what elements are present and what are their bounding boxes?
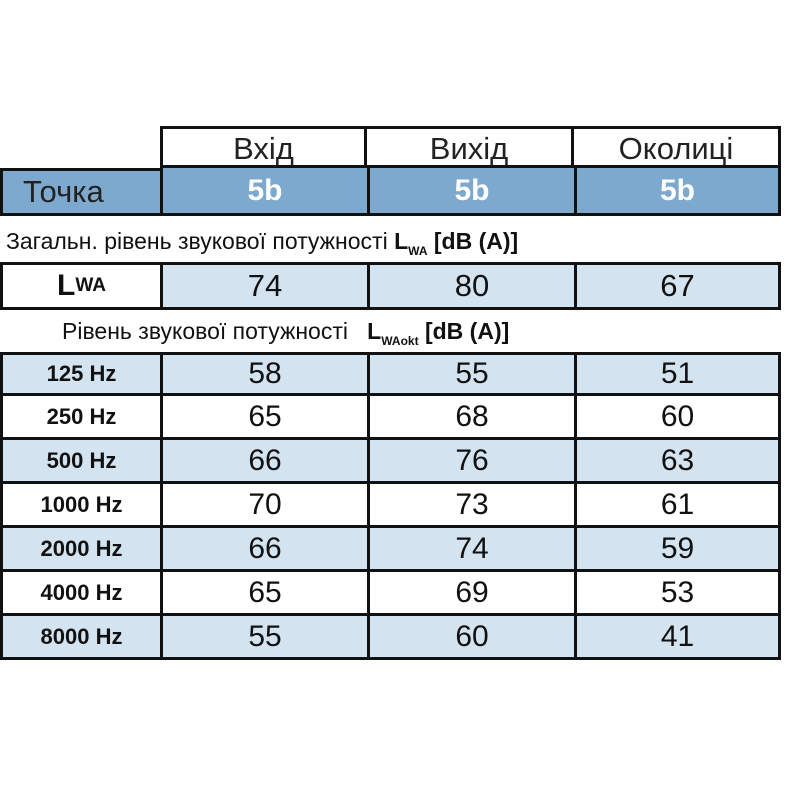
octave-band-frequency: 2000 Hz (0, 528, 160, 572)
overall-level-title (6, 228, 518, 258)
point-value-outlet: 5b (367, 168, 574, 216)
octave-symbol: L (367, 318, 382, 344)
overall-value-outlet: 80 (367, 262, 574, 310)
octave-band-frequency: 8000 Hz (0, 616, 160, 660)
overall-row-label (0, 262, 160, 310)
octave-value-outlet: 55 (367, 352, 574, 396)
column-header-outlet: Вихід (367, 126, 574, 168)
octave-value-surroundings: 59 (574, 528, 781, 572)
column-header-surroundings: Околиці (574, 126, 781, 168)
overall-value-surroundings: 67 (574, 262, 781, 310)
octave-band-row (0, 572, 785, 616)
overall-row-label-main: L (57, 269, 76, 302)
octave-level-title (62, 318, 509, 348)
octave-value-surroundings: 53 (574, 572, 781, 616)
octave-value-inlet: 66 (160, 440, 367, 484)
octave-symbol-sub: WAokt (381, 334, 419, 348)
octave-band-row (0, 528, 785, 572)
octave-band-frequency: 250 Hz (0, 396, 160, 440)
column-header-row (0, 126, 785, 168)
overall-symbol-sub: WA (408, 244, 428, 258)
octave-band-row (0, 352, 785, 396)
octave-band-row (0, 484, 785, 528)
octave-value-surroundings: 41 (574, 616, 781, 660)
octave-value-inlet: 58 (160, 352, 367, 396)
octave-value-inlet: 65 (160, 572, 367, 616)
octave-value-outlet: 73 (367, 484, 574, 528)
point-label: Точка (0, 168, 160, 216)
overall-unit: [dB (A)] (427, 228, 519, 254)
octave-band-row (0, 396, 785, 440)
octave-value-inlet: 55 (160, 616, 367, 660)
octave-value-surroundings: 51 (574, 352, 781, 396)
octave-title-text: Рівень звукової потужності (62, 318, 355, 344)
overall-value-inlet: 74 (160, 262, 367, 310)
octave-band-frequency: 500 Hz (0, 440, 160, 484)
octave-band-frequency: 125 Hz (0, 352, 160, 396)
octave-value-outlet: 69 (367, 572, 574, 616)
octave-unit: [dB (A)] (418, 318, 510, 344)
overall-level-row (0, 262, 785, 310)
octave-value-surroundings: 60 (574, 396, 781, 440)
octave-band-frequency: 1000 Hz (0, 484, 160, 528)
octave-value-outlet: 68 (367, 396, 574, 440)
point-value-surroundings: 5b (574, 168, 781, 216)
octave-band-frequency: 4000 Hz (0, 572, 160, 616)
octave-value-outlet: 60 (367, 616, 574, 660)
column-header-inlet: Вхід (160, 126, 367, 168)
octave-band-table (0, 352, 785, 662)
overall-title-text: Загальн. рівень звукової потужності (6, 228, 395, 254)
octave-value-outlet: 74 (367, 528, 574, 572)
octave-band-row (0, 616, 785, 660)
octave-value-outlet: 76 (367, 440, 574, 484)
octave-band-row (0, 440, 785, 484)
octave-value-surroundings: 61 (574, 484, 781, 528)
overall-symbol: L (394, 228, 409, 254)
overall-row-label-sub: WA (75, 275, 106, 296)
point-row (0, 168, 785, 216)
octave-value-inlet: 66 (160, 528, 367, 572)
octave-value-surroundings: 63 (574, 440, 781, 484)
octave-value-inlet: 70 (160, 484, 367, 528)
octave-value-inlet: 65 (160, 396, 367, 440)
point-value-inlet: 5b (160, 168, 367, 216)
